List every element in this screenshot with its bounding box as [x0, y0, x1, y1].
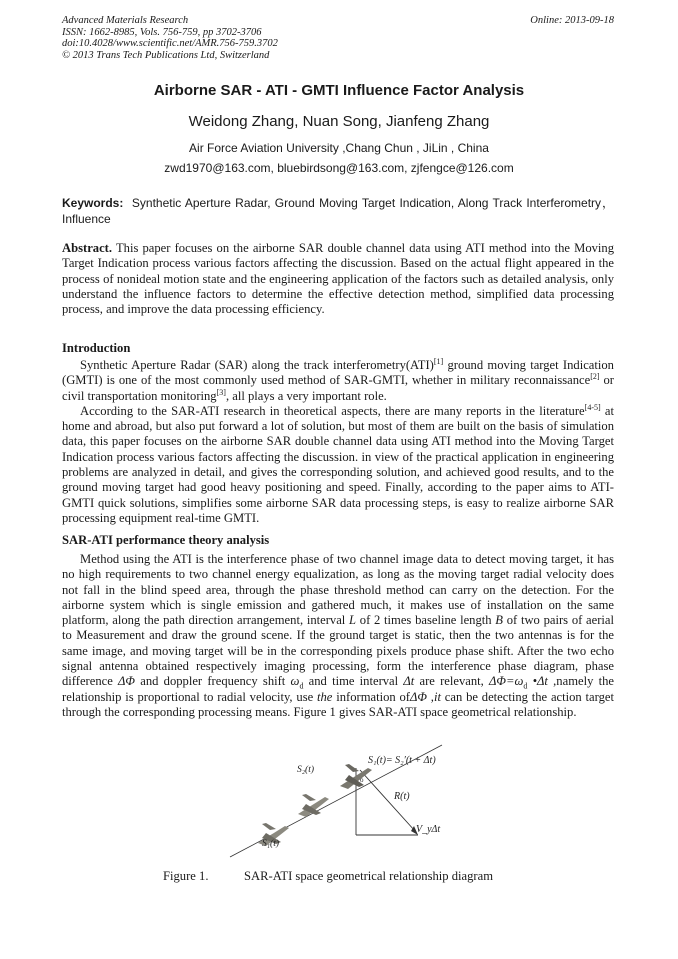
keywords-text: Synthetic Aperture Radar, Ground Moving Target Indication, Along Track Interferometry，Influence: [62, 196, 614, 226]
citation: [1]: [433, 356, 444, 366]
intro-heading: Introduction: [62, 341, 131, 355]
figure-caption-number: Figure 1.: [163, 869, 209, 883]
label-range: R(t): [394, 791, 410, 802]
issn-line: ISSN: 1662-8985, Vols. 756-759, pp 3702-3706: [62, 26, 262, 38]
intro-paragraph-2: According to the SAR-ATI research in theoretical aspects, there are many reports in the literature[4-5] at home and abroad, but also put forward a lot of solution, but most of them are built on the basis of simulation data, this paper focuses on the airborne SAR double channel data using ATI method into the Moving Target Indication process various factors affecting the discussion. in view of the practical application in engineering problems are analyzed in detail, and gives the corresponding solution, and achieved good results, and to the ground moving target had good heavy positioning and speed. Finally, according to the paper aims to ATI-GMTI quick solutions, simplifies some airborne SAR data processing steps, is easy to realize airborne SAR processing equipment real-time GMTI.: [62, 402, 614, 525]
paper-authors: Weidong Zhang, Nuan Song, Jianfeng Zhang: [188, 113, 490, 130]
section-heading: SAR-ATI performance theory analysis: [62, 533, 270, 547]
label-s2: S₂(t): [297, 765, 315, 775]
section-paragraph: Method using the ATI is the interference phase of two channel image data to detect moving target, it has no high requirements to two channel energy equalization, as long as the moving target radial velocity does not fall in the blind speed area, through the phase threshold method can carry on the detection. For the airborne system which is single emission and gathered much, it makes use of installation on the same platform, along the path direction arrangement, interval L of 2 times baseline length B of two pairs of aerial to Measurement and draw the ground scene. If the ground target is static, then the two antennas is for the same image, and moving target will be in the corresponding pixels produce phase shift. After the two echo signal antenna obtained respectively imaging processing, form the interference phase diagram, phase difference ΔΦ and doppler frequency shift $\omega_d$ and time interval Δt are relevant, $\Delta\Phi=\omega_d$ •Δt ,namely the relationship is proportional to radial velocity, use the information ofΔΦ ,it can be detecting the action target through the corresponding processing means. Figure 1 gives SAR-ATI space geometrical relationship.: [62, 552, 615, 719]
affiliation: Air Force Aviation University ,Chang Chun , JiLin , China: [189, 141, 489, 155]
intro-paragraph-1: Synthetic Aperture Radar (SAR) along the track interferometry(ATI)[1] ground moving target Indication (GMTI) is one of the most commonly used method of SAR-GMTI, whether in military reconnaissance[2] or civil transportation monitoring[3], all plays a very important role.: [62, 356, 614, 403]
aircraft-icon: [340, 764, 372, 789]
abstract-text: This paper focuses on the airborne SAR double channel data using ATI method into the Moving Target Indication process various factors affecting the discussion. Based on the actual flight appeared in the process of nonideal motion state and the engineering application of the factors such as detailed analysis, only understand the influence factors to determine the effective detection method, simplified data processing process, and improve the data processing efficiency.: [62, 241, 615, 317]
label-s1: S₁(t): [262, 839, 280, 849]
label-equation: S₁(t)= S₂′(t + Δt): [368, 755, 436, 766]
abstract-label: Abstract.: [62, 241, 113, 255]
label-origin: o: [360, 776, 364, 784]
citation: [3]: [216, 387, 226, 397]
paper-title: Airborne SAR - ATI - GMTI Influence Factor Analysis: [153, 82, 525, 99]
aircraft-icon: [298, 794, 329, 817]
online-date: Online: 2013-09-18: [530, 15, 614, 26]
keywords-label: Keywords:: [62, 196, 124, 210]
author-emails: zwd1970@163.com, bluebirdsong@163.com, zjfengce@126.com: [164, 161, 514, 175]
copyright-line: © 2013 Trans Tech Publications Ltd, Switzerland: [62, 49, 270, 61]
doi-line: doi:10.4028/www.scientific.net/AMR.756-759.3702: [62, 38, 278, 49]
figure-caption-text: SAR-ATI space geometrical relationship diagram: [244, 869, 493, 883]
journal-name: Advanced Materials Research: [62, 15, 189, 26]
citation: [2]: [590, 372, 600, 382]
citation: [4-5]: [584, 402, 601, 412]
label-velocity: V_yΔt: [416, 824, 441, 835]
